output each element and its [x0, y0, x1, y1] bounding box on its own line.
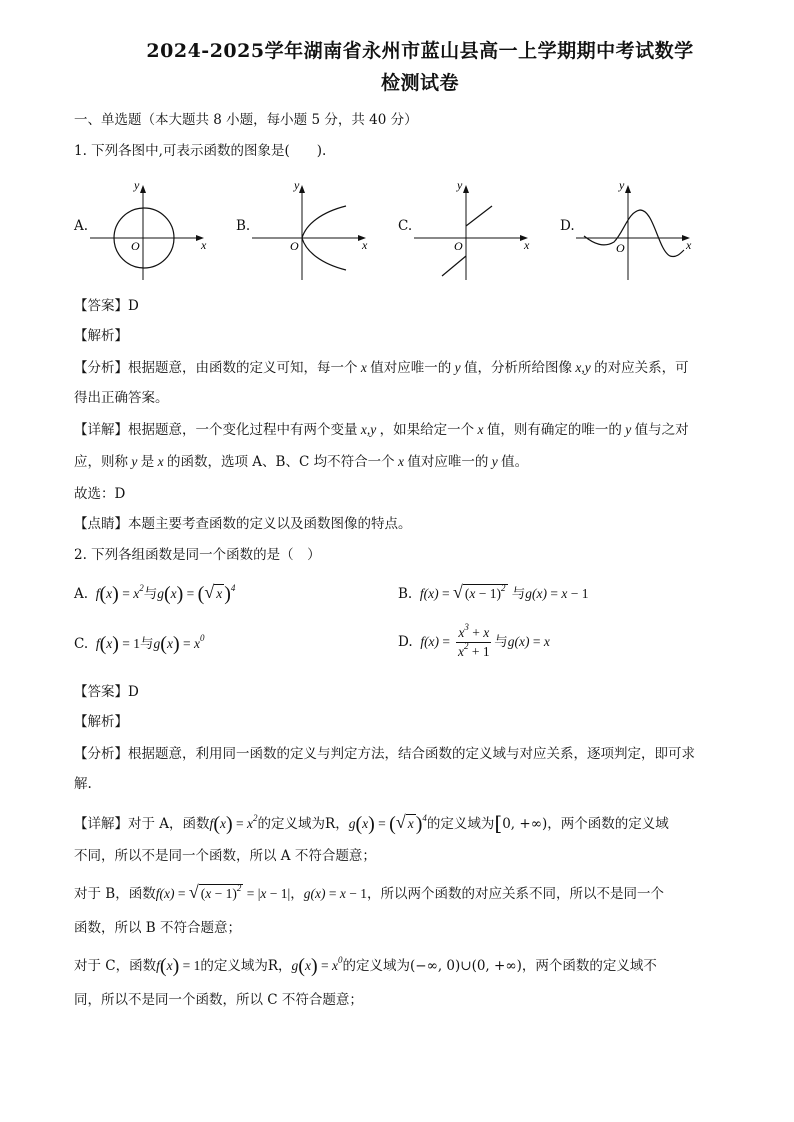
- text-span: 值与之对: [634, 422, 689, 438]
- q1-graph-d: [574, 176, 698, 284]
- text-span: 值，则有确定的唯一的: [486, 422, 622, 438]
- q2-option-d: D. f(x) = $\frac{x^3 + x}{x^2 + 1}$ 与g(x) = x: [398, 622, 550, 660]
- q2-detail-b-line2: 函数，所以 B 不符合题意；: [74, 920, 242, 936]
- q1-detail-line2: 应，则称 y 是 x 的函数，选项 A、B、C 均不符合一个 x 值对应唯一的 y 值。: [74, 454, 529, 470]
- text-span: 值，分析所给图像: [464, 360, 572, 376]
- option-label: C.: [74, 636, 89, 652]
- text-span: 值对应唯一的: [370, 360, 452, 376]
- origin-label: O: [290, 239, 299, 253]
- q2-detail-c-line2: 同，所以不是同一个函数，所以 C 不符合题意；: [74, 992, 363, 1008]
- q1-detail-line1: 【详解】根据题意，一个变化过程中有两个变量 x,y ，如果给定一个 x 值，则有确定的唯一的 y 值与之对: [74, 422, 689, 438]
- option-label: B.: [398, 586, 413, 602]
- y-label: y: [134, 178, 140, 192]
- q1-option-d-label: D.: [560, 218, 575, 234]
- q1-jiexi: 【解析】: [74, 328, 128, 344]
- text-span: 的定义域为: [426, 816, 495, 832]
- section-heading: 一、单选题（本大题共 8 小题，每小题 5 分，共 40 分）: [74, 112, 418, 128]
- q2-stem: 2. 下列各组函数是同一个函数的是（ ）: [74, 547, 321, 563]
- text-span: 与: [494, 634, 508, 650]
- text-span: 与: [140, 636, 154, 652]
- y-axis-arrow: [625, 185, 631, 193]
- text-span: 的函数，选项 A、B、C 均不符合一个: [167, 454, 395, 470]
- q2-analysis-line1: 【分析】根据题意，利用同一函数的定义与判定方法，结合函数的定义域与对应关系，逐项判定，即可求: [74, 746, 695, 762]
- q1-choice: 故选：D: [74, 486, 126, 502]
- q2-detail-a-line1: 【详解】对于 A，函数$f(x) = x^2$的定义域为R，g(x) = (√ x )$^4$的定义域为[0, +∞)，两个函数的定义域: [74, 811, 669, 835]
- option-label: A.: [74, 586, 89, 602]
- q2-detail-c-line1: 对于 C，函数f(x) = 1的定义域为R，$g(x) = x^0$的定义域为(−∞, 0)∪(0, +∞)，两个函数的定义域不: [74, 955, 657, 977]
- x-label: x: [686, 238, 692, 252]
- upper-segment: [466, 206, 492, 226]
- text-span: 值。: [501, 454, 529, 470]
- q1-comment: 【点睛】本题主要考查函数的定义以及函数图像的特点。: [74, 516, 412, 532]
- origin-label: O: [131, 239, 140, 253]
- q2-detail-a-line2: 不同，所以不是同一个函数，所以 A 不符合题意；: [74, 848, 376, 864]
- q2-option-b: B. f(x) = √ $(x - 1)^2$ 与g(x) = x − 1: [398, 582, 589, 602]
- option-label: D.: [398, 634, 413, 650]
- x-label: x: [362, 238, 368, 252]
- q1-graph-c: [412, 176, 536, 284]
- q2-option-c: C. f(x) = 1与$g(x) = x^0$: [74, 633, 205, 655]
- text-span: 与: [511, 586, 526, 602]
- y-axis-arrow: [299, 185, 305, 193]
- y-axis-arrow: [140, 185, 146, 193]
- y-label: y: [294, 178, 300, 192]
- q2-analysis-line2: 解.: [74, 776, 92, 792]
- x-label: x: [524, 238, 530, 252]
- q1-analysis-line1: 【分析】根据题意，由函数的定义可知，每一个 x 值对应唯一的 y 值，分析所给图像 x,y 的对应关系，可: [74, 360, 689, 376]
- q1-option-c-label: C.: [398, 218, 413, 234]
- text-span: ，如果给定一个: [379, 422, 475, 438]
- wave-curve: [584, 210, 684, 257]
- q2-answer: 【答案】D: [74, 684, 139, 700]
- q1-graph-b: [250, 176, 374, 284]
- q1-graph-a: [88, 176, 212, 284]
- q2-detail-b-line1: 对于 B，函数f(x) = √ $(x - 1)^2 = |x - 1|$，g(x) = x − 1，所以两个函数的对应关系不同，所以不是同一个: [74, 882, 664, 902]
- text-span: 【详解】对于 A，函数: [74, 816, 210, 832]
- text-span: 对于 C，函数: [74, 958, 157, 974]
- q1-option-b-label: B.: [236, 218, 251, 234]
- text-span: 的对应关系，可: [594, 360, 689, 376]
- text-span: 与: [143, 586, 158, 602]
- text-span: ，两个函数的定义域: [547, 816, 669, 832]
- y-axis-arrow: [463, 185, 469, 193]
- text-span: 的定义域为: [342, 958, 410, 974]
- text-span: 对于 B，函数: [74, 886, 156, 902]
- y-label: y: [457, 178, 463, 192]
- y-label: y: [619, 178, 625, 192]
- text-span: 【分析】根据题意，由函数的定义可知，每一个: [74, 360, 358, 376]
- x-label: x: [201, 238, 207, 252]
- document-title-line1: 2024-2025学年湖南省永州市蓝山县高一上学期期中考试数学: [146, 40, 694, 62]
- text-span: 是: [140, 454, 155, 470]
- q2-jiexi: 【解析】: [74, 714, 128, 730]
- text-span: ，两个函数的定义域不: [521, 958, 657, 974]
- q1-answer: 【答案】D: [74, 298, 139, 314]
- origin-label: O: [616, 241, 625, 255]
- document-title-line2: 检测试卷: [380, 72, 459, 94]
- text-span: 的定义域为: [257, 816, 326, 832]
- origin-label: O: [454, 239, 463, 253]
- q1-option-a-label: A.: [74, 218, 89, 234]
- q1-stem: 1. 下列各图中,可表示函数的图象是( ).: [74, 143, 327, 159]
- lower-segment: [442, 256, 466, 276]
- text-span: ，所以两个函数的对应关系不同，所以不是同一个: [366, 886, 664, 902]
- text-span: 的定义域为: [200, 958, 268, 974]
- text-span: 【详解】根据题意，一个变化过程中有两个变量: [74, 422, 358, 438]
- q2-option-a: A. $f(x) = x^2$与g(x) = (√ x )$^4$: [74, 582, 236, 605]
- text-span: 应，则称: [74, 454, 128, 470]
- q1-analysis-line2: 得出正确答案。: [74, 390, 169, 406]
- set-r: R: [267, 958, 279, 974]
- set-r: R: [325, 816, 336, 832]
- text-span: 值对应唯一的: [407, 454, 489, 470]
